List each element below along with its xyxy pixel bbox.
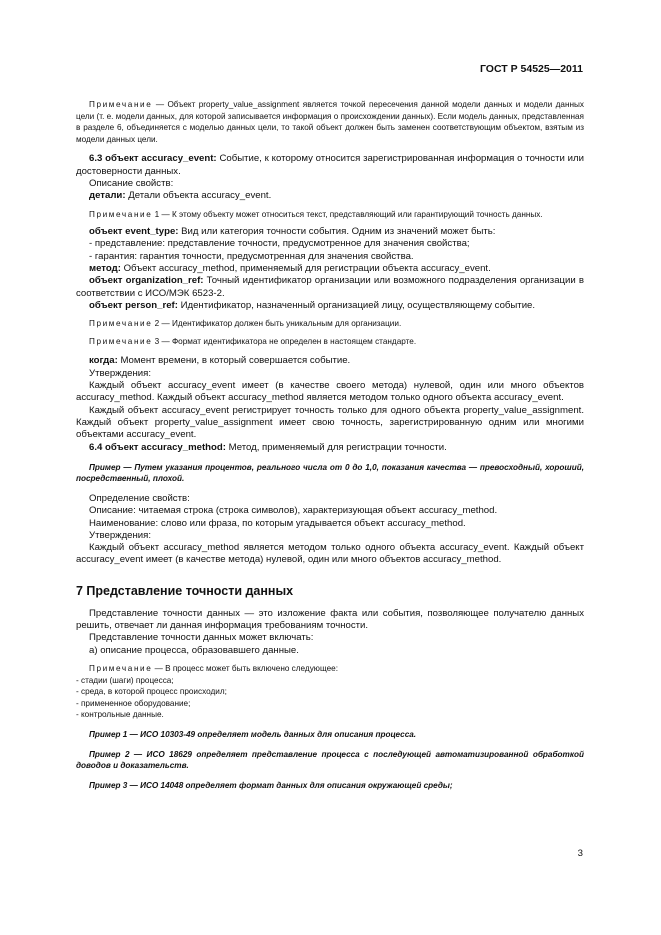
assertion-paragraph: Каждый объект accuracy_event имеет (в качестве своего метода) нулевой, один или много объектов accuracy_method. Каждый объект accuracy_method является методом только одного объекта accuracy_event. [76, 380, 584, 404]
list-item: - гарантия: гарантия точности, предусмотренная для значения свойства. [89, 250, 414, 262]
page-number: 3 [577, 848, 583, 859]
example-accuracy-method: Пример — Путем указания процентов, реального числа от 0 до 1,0, показания качества — превосходный, хороший, посредственный, плохой. [76, 462, 584, 484]
property-label: когда: [89, 355, 118, 367]
note-label: Примечание [89, 100, 153, 109]
example-2: Пример 2 — ИСО 18629 определяет представление процесса с последующей автоматизированной обработкой доводов и доказательств. [76, 749, 584, 771]
list-item: - среда, в которой процесс происходил; [76, 687, 227, 697]
property-when [76, 355, 584, 367]
assertions-heading: Утверждения: [89, 529, 152, 541]
list-item: - контрольные данные. [76, 710, 164, 720]
property-text: Вид или категория точности события. Одним из значений может быть: [178, 226, 496, 238]
section-text: Событие, к которому относится зарегистрированная информация о точности или достоверности данных. [76, 153, 585, 177]
definition-name: Наименование: слово или фраза, по которым угадывается объект accuracy_method. [89, 517, 466, 529]
note-label: Примечание [89, 336, 153, 346]
section-7-paragraph: Представление точности данных может включать: [89, 632, 314, 644]
section-text: Метод, применяемый для регистрации точности. [225, 441, 447, 453]
property-person-ref [76, 300, 584, 312]
property-details [76, 190, 584, 202]
note-label: Примечание [89, 319, 153, 329]
property-text: Детали объекта accuracy_event. [125, 190, 272, 202]
note-text: 3 — Формат идентификатора не определен в настоящем стандарте. [152, 336, 417, 346]
property-label: объект event_type: [89, 226, 179, 238]
assertions-heading: Утверждения: [89, 367, 152, 379]
properties-heading: Описание свойств: [89, 177, 174, 189]
note-3 [76, 336, 584, 348]
assertion-paragraph: Каждый объект accuracy_method является методом только одного объекта accuracy_event. Каждый объект accuracy_event имеет (в качестве метода) нулевой, один или много объектов accuracy_method. [76, 542, 584, 566]
property-text: Точный идентификатор организации или возможного подразделения организации в соответствии с ИСО/МЭК 6523-2. [76, 275, 584, 299]
note-text: 1 — К этому объекту может относиться текст, представляющий или гарантирующий точность данных. [152, 209, 543, 219]
section-7-paragraph: а) описание процесса, образовавшего данные. [89, 644, 299, 656]
assertion-paragraph: Каждый объект accuracy_event регистрирует точность только для одного объекта property_value_assignment. Каждый объект property_value_assignment имеет свою точность, зарегистрированную одним или многими объектами accuracy_event. [76, 404, 584, 441]
note-text: 2 — Идентификатор должен быть уникальным для организации. [152, 319, 402, 329]
list-item: - представление: представление точности, предусмотренное для значения свойства; [89, 238, 470, 250]
section-title: 6.4 объект accuracy_method: [89, 441, 226, 453]
note-property-value-assignment [76, 99, 584, 145]
example-3: Пример 3 — ИСО 14048 определяет формат данных для описания окружающей среды; [89, 780, 453, 790]
property-label: детали: [89, 190, 126, 202]
property-text: Момент времени, в который совершается событие. [117, 355, 351, 367]
definition-description: Описание: читаемая строка (строка символов), характеризующая объект accuracy_method. [89, 505, 498, 517]
list-item: - стадии (шаги) процесса; [76, 675, 174, 685]
note-text: — Объект property_value_assignment является точкой пересечения данной модели данных и модели данных цели (т. е. модели данных, для которой записывается информация о происхождении данных). Если модель данных, представленная в разделе 6, объединяется с моделью данных цели, то такой объект должен быть заменен соответствующим объектом, взятым из модели данных цели. [76, 100, 584, 144]
property-label: объект person_ref: [89, 299, 178, 311]
property-text: Объект accuracy_method, применяемый для регистрации объекта accuracy_event. [120, 263, 491, 275]
note-1 [76, 209, 584, 221]
section-6-3 [76, 153, 584, 178]
property-event-type [76, 226, 584, 238]
note-label: Примечание [89, 663, 153, 673]
section-7-paragraph: Представление точности данных — это изложение факта или события, позволяющее получателю данных решить, отвечает ли данная информация требованиям точности. [76, 607, 584, 632]
property-method [76, 263, 584, 275]
property-label: метод: [89, 263, 121, 275]
property-text: Идентификатор, назначенный организацией лицу, осуществляющему событие. [177, 299, 536, 311]
section-6-4 [76, 442, 584, 454]
example-1: Пример 1 — ИСО 10303-49 определяет модель данных для описания процесса. [89, 729, 417, 739]
list-item: - примененное оборудование; [76, 698, 191, 708]
note-label: Примечание [89, 209, 153, 219]
definition-heading: Определение свойств: [89, 492, 190, 504]
section-title: 6.3 объект accuracy_event: [89, 153, 217, 165]
note-text: — В процесс может быть включено следующее: [152, 663, 338, 673]
document-code: ГОСТ Р 54525—2011 [479, 63, 583, 75]
note-process [76, 663, 584, 675]
property-organization-ref [76, 275, 584, 300]
property-label: объект organization_ref: [89, 275, 204, 287]
section-7-title: 7 Представление точности данных [76, 583, 294, 598]
note-2 [76, 318, 584, 330]
page-content [76, 99, 584, 791]
